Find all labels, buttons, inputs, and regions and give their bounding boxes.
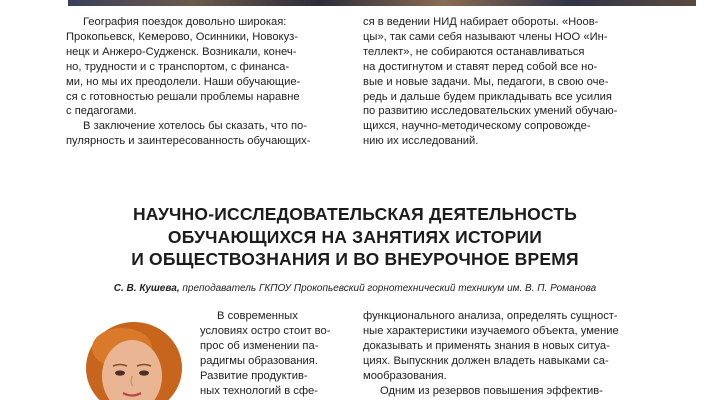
text-line: нию их исследований. — [363, 135, 479, 148]
text-line: мообразования. — [363, 369, 447, 382]
text-line: с педагогами. — [66, 105, 137, 118]
author-name: С. В. Кушева, — [113, 283, 180, 294]
text-line: ные характеристики изучаемого объекта, умение — [363, 324, 619, 337]
text-line: вые и новые задачи. Мы, педагоги, в свою оче- — [363, 75, 609, 88]
text-line: функционального анализа, определять сущност- — [363, 310, 618, 322]
text-line: Развитие продуктив- — [200, 369, 308, 382]
text-line: Прокопьевск, Кемерово, Осинники, Новокуз- — [66, 30, 299, 43]
text-line: цы», так сами себя называют члены НОО «Ин- — [363, 30, 608, 43]
article-column-right — [363, 15, 631, 149]
text-line: прос об изменении па- — [200, 339, 319, 352]
author-byline — [70, 283, 640, 294]
text-line: редь и дальше будем прикладывать все усилия — [363, 90, 612, 103]
text-line: ми, но мы их преодолели. Наши обучающие- — [66, 75, 301, 88]
text-line: на достигнутом и ставят перед собой все но- — [363, 60, 598, 73]
portrait-illustration — [70, 318, 188, 400]
text-line: условиях остро стоит во- — [200, 324, 331, 337]
title-line: НАУЧНО-ИССЛЕДОВАТЕЛЬСКАЯ ДЕЯТЕЛЬНОСТЬ — [132, 204, 578, 224]
text-line: В заключение хотелось бы сказать, что по- — [83, 120, 307, 133]
title-line: ОБУЧАЮЩИХСЯ НА ЗАНЯТИЯХ ИСТОРИИ — [167, 226, 543, 247]
text-line: В современных — [217, 310, 298, 322]
text-line: ся с готовностью решали проблемы наравне — [66, 90, 300, 103]
text-line: радигмы образования. — [200, 354, 318, 367]
text-line: щихся, научно-методическому сопровожде- — [363, 120, 591, 133]
top-photo-strip — [68, 0, 696, 6]
text-line: циях. Выпускник должен владеть навыками са- — [363, 354, 609, 367]
text-line: доказывать и применять знания в новых ситуа- — [363, 339, 610, 352]
article-title — [70, 203, 640, 271]
article-column-left — [66, 15, 338, 149]
text-line: География поездок довольно широкая: — [83, 16, 287, 28]
article-column-mid — [200, 309, 338, 398]
author-photo — [70, 318, 188, 400]
text-line: теллект», не собираются останавливаться — [363, 45, 585, 58]
text-line: но, трудности и с транспортом, с финанса- — [66, 60, 290, 73]
text-line: пулярность и заинтересованность обучающих- — [66, 135, 311, 148]
article-column-right-bottom — [363, 309, 631, 398]
text-line: нецк и Анжеро-Судженск. Возникали, конеч- — [66, 45, 297, 58]
text-line: ных технологий в сфе- — [200, 384, 319, 397]
text-line: ся в ведении НИД набирает обороты. «Ноов- — [363, 16, 599, 28]
text-line: по развитию исследовательских умений обучаю- — [363, 105, 618, 118]
title-line: И ОБЩЕСТВОЗНАНИЯ И ВО ВНЕУРОЧНОЕ ВРЕМЯ — [131, 249, 579, 269]
author-position: преподаватель ГКПОУ Прокопьевский горнотехнический техникум им. В. П. Романова — [182, 283, 597, 294]
text-line: Одним из резервов повышения эффектив- — [380, 384, 603, 397]
